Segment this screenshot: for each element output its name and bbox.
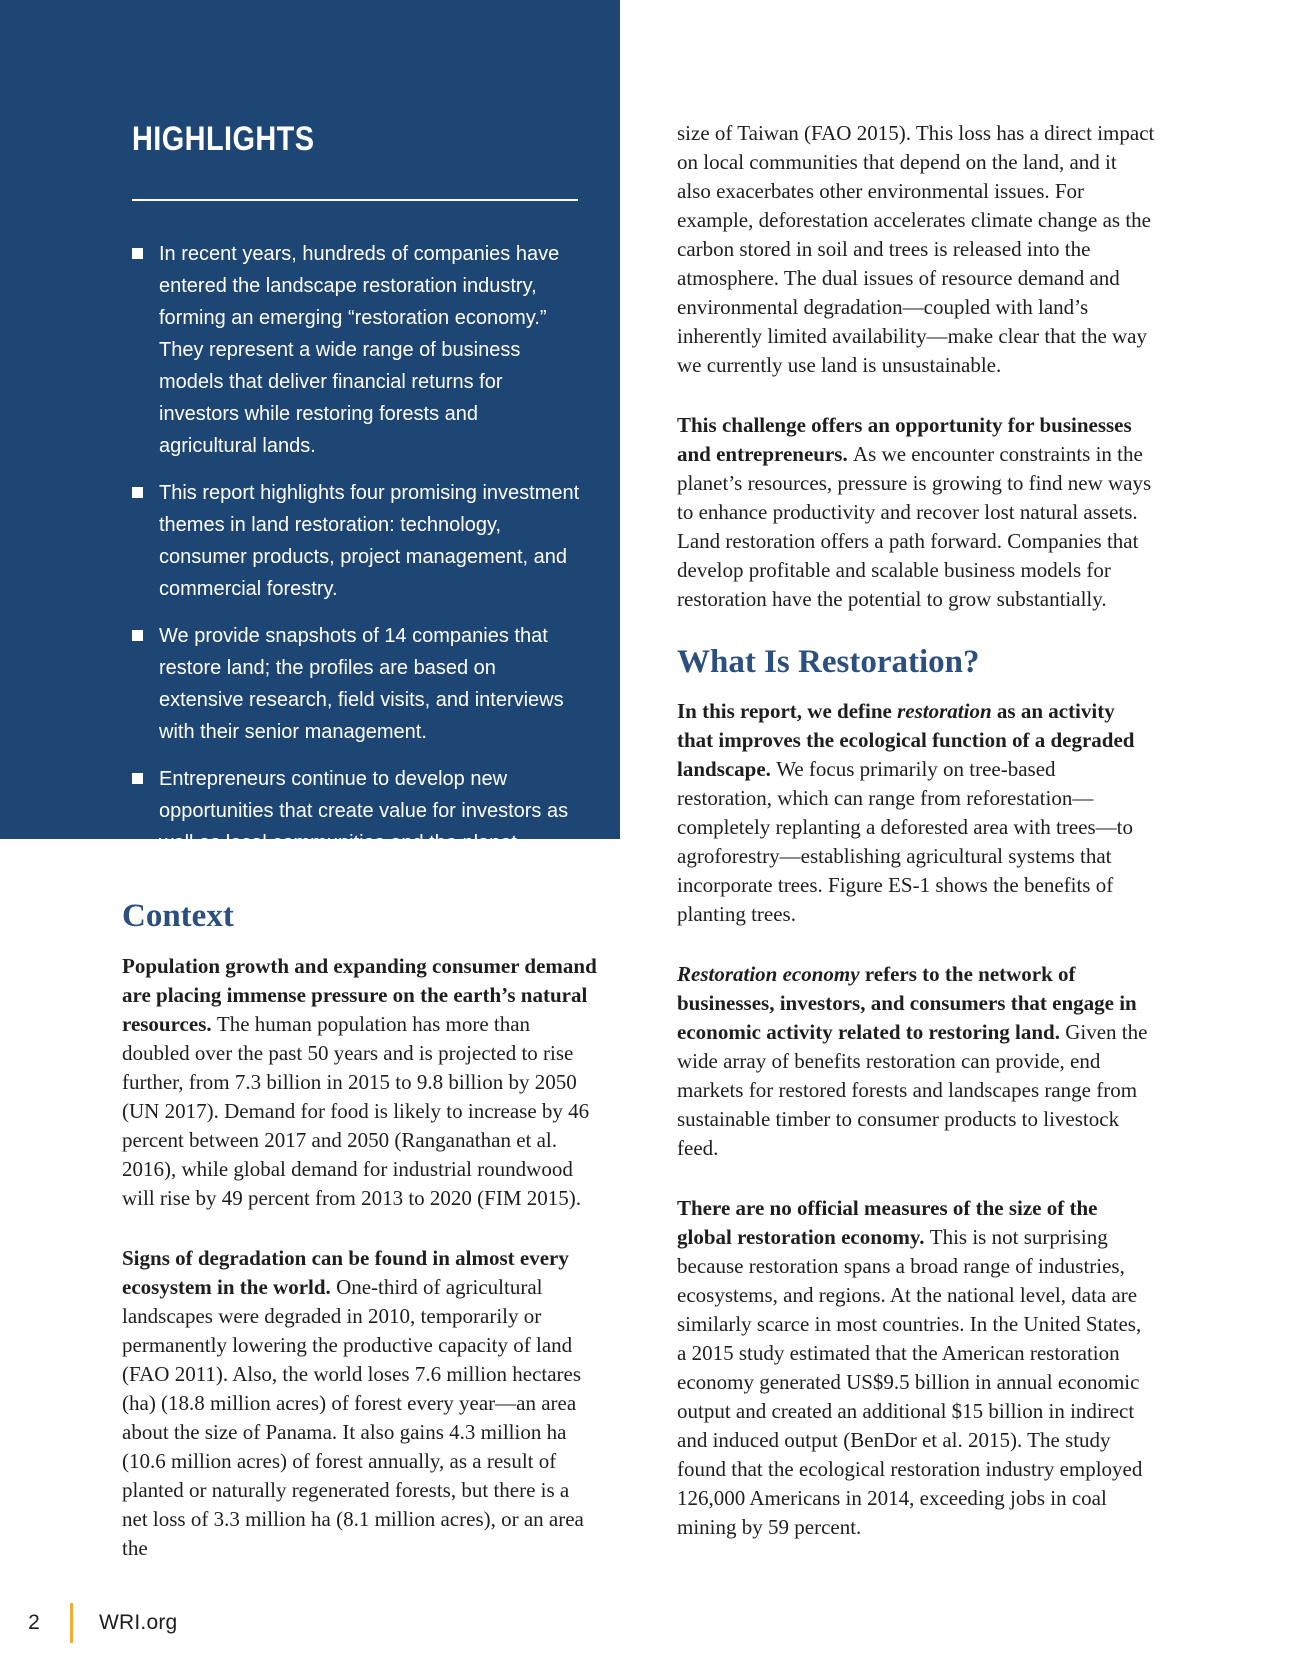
bullet-square-icon [132, 248, 143, 259]
highlight-item [132, 238, 580, 462]
page-number: 2 [28, 1611, 40, 1634]
highlight-item [132, 763, 580, 859]
highlight-text: Entrepreneurs continue to develop new opportunities that create value for investors as well as local communities and the planet. [159, 768, 569, 854]
bullet-square-icon [132, 630, 143, 641]
what-is-restoration-heading: What Is Restoration? [677, 644, 980, 680]
highlights-divider [132, 199, 578, 201]
body-paragraph: Population growth and expanding consumer demand are placing immense pressure on the earth’s natural resources. The human population has more than doubled over the past 50 years and is projected to rise further, from 7.3 billion in 2015 to 9.8 billion by 2050 (UN 2017). Demand for food is likely to increase by 46 percent between 2017 and 2050 (Ranganathan et al. 2016), while global demand for industrial roundwood will rise by 49 percent from 2013 to 2020 (FIM 2015). [122, 953, 597, 1210]
left-text-column [122, 897, 600, 1594]
context-heading: Context [122, 898, 234, 934]
body-paragraph: size of Taiwan (FAO 2015). This loss has a direct impact on local communities that depend on the land, and it also exacerbates other environmental issues. For example, deforestation accelerates climate change as the carbon stored in soil and trees is released into the atmosphere. The dual issues of resource demand and environmental degradation—coupled with land’s inherently limited availability—make clear that the way we currently use land is unsustainable. [677, 121, 1155, 377]
highlight-item [132, 477, 580, 605]
highlight-text: In recent years, hundreds of companies have entered the landscape restoration industry, forming an emerging “restoration economy.” They represent a wide range of business models that deliver financial returns for investors while restoring forests and agricultural lands. [159, 243, 560, 457]
site-text: WRI.org [99, 1611, 178, 1634]
footer-divider-bar [70, 1603, 73, 1643]
highlight-item [132, 620, 580, 748]
highlights-title: HIGHLIGHTS [132, 120, 315, 158]
body-paragraph: Restoration economy refers to the network of businesses, investors, and consumers that engage in economic activity related to restoring land. Given the wide array of benefits restoration can provide, end markets for restored forests and landscapes range from sustainable timber to consumer products to livestock feed. [677, 961, 1148, 1160]
page-footer [0, 1601, 400, 1645]
highlight-text: We provide snapshots of 14 companies that restore land; the profiles are based on extensive research, field visits, and interviews with their senior management. [159, 625, 564, 743]
right-text-column [677, 119, 1155, 1573]
bullet-square-icon [132, 487, 143, 498]
body-paragraph: This challenge offers an opportunity for businesses and entrepreneurs. As we encounter constraints in the planet’s resources, pressure is growing to find new ways to enhance productivity and recover lost natural assets. Land restoration offers a path forward. Companies that develop profitable and scalable business models for restoration have the potential to grow substantially. [677, 413, 1152, 611]
body-paragraph: There are no official measures of the size of the global restoration economy. This is not surprising because restoration spans a broad range of industries, ecosystems, and regions. At the national level, data are similarly scarce in most countries. In the United States, a 2015 study estimated that the American restoration economy generated US$9.5 billion in annual economic output and created an additional $15 billion in indirect and induced output (BenDor et al. 2015). The study found that the ecological restoration industry employed 126,000 Americans in 2014, exceeding jobs in coal mining by 59 percent. [677, 1195, 1143, 1539]
highlight-text: This report highlights four promising investment themes in land restoration: technology, consumer products, project management, and commercial forestry. [159, 482, 580, 600]
body-paragraph: In this report, we define restoration as an activity that improves the ecological function of a degraded landscape. We focus primarily on tree-based restoration, which can range from reforestation—completely replanting a deforested area with trees—to agroforestry—establishing agricultural systems that incorporate trees. Figure ES-1 shows the benefits of planting trees. [677, 698, 1135, 926]
highlights-box [0, 0, 620, 854]
body-paragraph: Signs of degradation can be found in almost every ecosystem in the world. One-third of agricultural landscapes were degraded in 2010, temporarily or permanently lowering the productive capacity of land (FAO 2011). Also, the world loses 7.6 million hectares (ha) (18.8 million acres) of forest every year—an area about the size of Panama. It also gains 4.3 million ha (10.6 million acres) of forest annually, as a result of planted or naturally regenerated forests, but there is a net loss of 3.3 million ha (8.1 million acres), or an area the [122, 1245, 584, 1560]
highlights-bullet-list [132, 238, 580, 874]
bullet-square-icon [132, 773, 143, 784]
